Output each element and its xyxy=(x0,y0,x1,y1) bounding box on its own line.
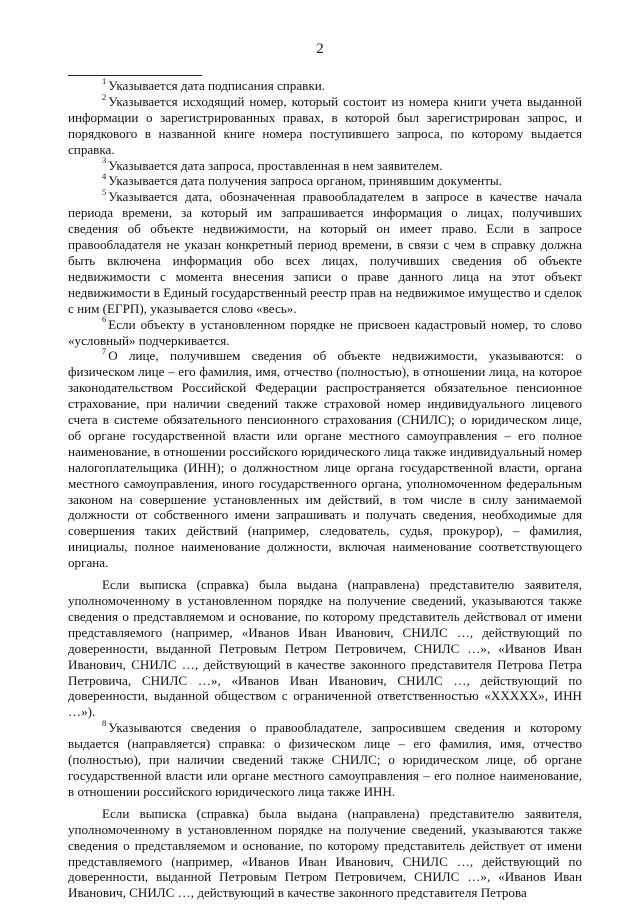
footnote-marker: 3 xyxy=(102,155,107,166)
footnote-text: Указывается дата запроса, проставленная в нем заявителем. xyxy=(108,157,443,173)
footnote-7 xyxy=(68,348,582,571)
footnote-marker: 6 xyxy=(102,314,107,325)
footnote-3 xyxy=(68,155,582,174)
footnote-text: Указывается дата подписания справки. xyxy=(108,78,325,93)
footnote-marker: 4 xyxy=(102,171,107,182)
page-number: 2 xyxy=(316,41,324,57)
footnote-text: Если выписка (справка) была выдана (направлена) представителю заявителя, уполномоченному в установленном порядке на получение сведений, указываются также сведения о представляемом и основание, по которому представитель действует от имени представляемого (например, «Иванов Иван Иванович, СНИЛС …, действующий по доверенности, выданной Петровым Петром Петровичем, СНИЛС …», «Иванов Иван Иванович, СНИЛС …, действующий в качестве законного представителя Петрова xyxy=(68,805,582,901)
footnote-marker: 2 xyxy=(102,91,107,102)
footnote-8 xyxy=(68,717,582,800)
footnote-marker: 7 xyxy=(102,346,107,357)
footnote-marker: 5 xyxy=(102,186,107,197)
footnote-6 xyxy=(68,314,582,349)
footnote-marker: 8 xyxy=(102,717,107,728)
footnote-text: Если выписка (справка) была выдана (направлена) представителю заявителя, уполномоченному в установленном порядке на получение сведений, указываются также сведения о представляемом и основание, по которому представитель действовал от имени представляемого (например, «Иванов Иван Иванович, СНИЛС …, действующий по доверенности, выданной Петровым Петром Петровичем, СНИЛС …», «Иванов Иван Иванович, СНИЛС …, действующий в качестве законного представителя Петрова Петра Петровича, СНИЛС …», «Иванов Иван Иванович, СНИЛС …, действующий по доверенности, выданной обществом с ограниченной ответственностью «ХХХХХ», ИНН …»). xyxy=(68,577,582,720)
footnote-text: Указываются сведения о правообладателе, запросившем сведения и которому выдается (направляется) справка: о физическом лице – его фамилия, имя, отчество (полностью), при наличии сведений также СНИЛС; о юридическом лице, об органе государственной власти или органе местного самоуправления – его полное наименование, в отношении российского юридического лица также ИНН. xyxy=(68,720,582,799)
footnote-text: О лице, получившем сведения об объекте недвижимости, указываются: о физическом лице – его фамилия, имя, отчество (полностью), в отношении лица, на которое законодательством Российской Федерации распространяется обязательное пенсионное страхование, при наличии сведений также страховой номер индивидуального лицевого счета в системе обязательного пенсионного страхования (СНИЛС); о юридическом лице, об органе государственной власти или органе местного самоуправления – его полное наименование, в отношении российского юридического лица также индивидуальный номер налогоплательщика (ИНН); о должностном лице органа государственной власти, органа местного самоуправления, иного государственного органа, уполномоченном федеральным законом на совершение установленных им действий, в том числе в силу занимаемой должности от собственного имени запрашивать и получать сведения, необходимые для совершения таких действий (например, следователь, судья, прокурор), – фамилия, инициалы, полное наименование должности, включая наименование соответствующего органа. xyxy=(68,348,582,571)
footnote-text: Если объекту в установленном порядке не присвоен кадастровый номер, то слово «условный» подчеркивается. xyxy=(68,316,582,348)
footnote-text: Указывается дата, обозначенная правообладателем в запросе в качестве начала периода времени, за который им запрашивается информация о лицах, получивших сведения об объекте недвижимости, на который он имеет право. Если в запросе правообладателя не указан конкретный период времени, в связи с чем в справку должна быть включена информация обо всех лицах, получивших сведения об объекте недвижимости с момента внесения записи о праве данного лица на этот объект недвижимости в Единый государственный реестр прав на недвижимое имущество и сделок с ним (ЕГРП), указывается слово «весь». xyxy=(68,189,582,316)
footnote-8-continuation xyxy=(68,806,582,901)
footnote-marker: 1 xyxy=(102,75,107,86)
footnotes xyxy=(68,75,582,901)
footnote-7-continuation xyxy=(68,577,582,720)
footnote-text: Указывается дата получения запроса органом, принявшим документы. xyxy=(108,173,502,189)
footnote-2 xyxy=(68,91,582,158)
footnote-4 xyxy=(68,173,582,189)
footnote-separator xyxy=(68,75,202,76)
footnote-1 xyxy=(68,75,582,94)
footnote-5 xyxy=(68,186,582,316)
footnote-text: Указывается исходящий номер, который состоит из номера книги учета выданной информации о зарегистрированных правах, в которой был зарегистрирован запрос, и порядкового в названной книге номера поступившего запроса, по которому выдается справка. xyxy=(68,93,582,157)
